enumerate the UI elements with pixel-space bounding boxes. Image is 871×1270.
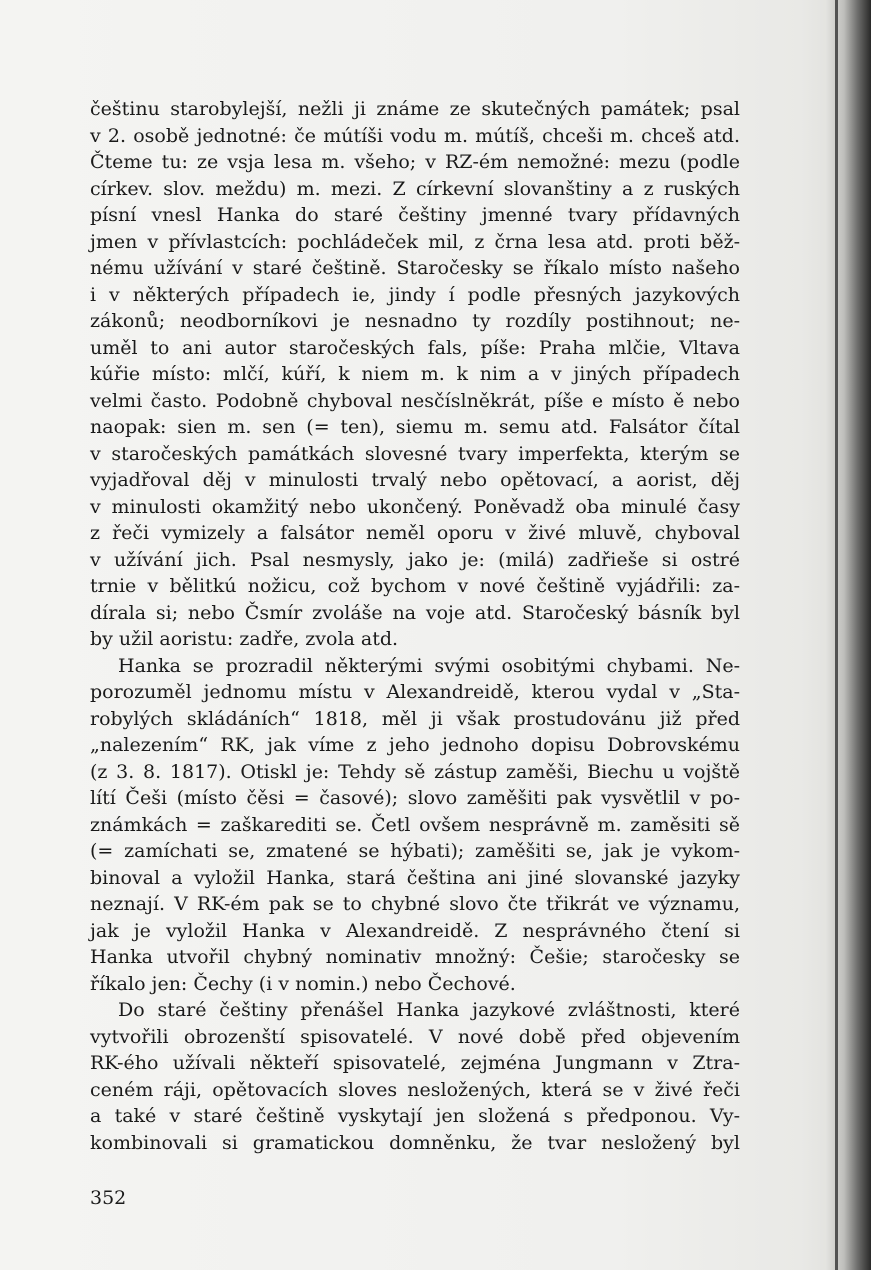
text-line: říkalo jen: Čechy (i v nomin.) nebo Čechové. — [90, 972, 516, 995]
text-line: kombinovali si gramatickou domněnku, že tvar nesložený byl — [90, 1131, 740, 1154]
body-text — [90, 96, 740, 1156]
text-line: uměl to ani autor staročeských fals, píše: Praha mlčie, Vltava — [90, 336, 740, 359]
text-line: jak je vyložil Hanka v Alexandreidě. Z nesprávného čtení si — [90, 919, 740, 942]
text-line: Do staré češtiny přenášel Hanka jazykové zvláštnosti, které — [118, 999, 740, 1021]
text-line: kúřie místo: mlčí, kúří, k niem m. k nim a v jiných případech — [90, 363, 740, 385]
book-binding-edge — [835, 0, 838, 1270]
text-line: češtinu starobylejší, nežli ji známe ze skutečných památek; psal — [90, 98, 740, 120]
text-line: Hanka se prozradil některými svými osobitými chybami. Ne- — [118, 654, 740, 677]
text-line: trnie v bělitkú nožicu, což bychom v nové češtině vyjádřili: za- — [90, 575, 740, 597]
text-line: robylých skládáních“ 1818, měl ji však prostudovánu již před — [90, 707, 740, 730]
text-line: „nalezením“ RK, jak víme z jeho jednoho dopisu Dobrovskému — [90, 734, 740, 756]
text-line: naopak: sien m. sen (= ten), siemu m. semu atd. Falsátor čítal — [90, 416, 740, 438]
book-binding-shadow — [826, 0, 871, 1270]
text-line: i v některých případech ie, jindy í podle přesných jazykových — [90, 283, 740, 306]
text-line: velmi často. Podobně chyboval nesčíslněkrát, píše e místo ě nebo — [90, 389, 740, 412]
text-line: v 2. osobě jednotné: če mútíši vodu m. mútíš, chceši m. chceš atd. — [90, 124, 740, 147]
text-line: RK-ého užívali někteří spisovatelé, zejména Jungmann v Ztra- — [90, 1052, 740, 1074]
text-line: známkách = zaškarediti se. Četl ovšem nesprávně m. zaměsiti sě — [90, 813, 740, 836]
text-line: neznají. V RK-ém pak se to chybné slovo čte třikrát ve významu, — [90, 893, 740, 915]
text-line: Hanka utvořil chybný nominativ množný: Češie; staročesky se — [90, 946, 740, 968]
text-line: (z 3. 8. 1817). Otiskl je: Tehdy sě zástup zaměši, Biechu u vojště — [90, 760, 740, 783]
text-line: (= zamíchati se, zmatené se hýbati); zaměšiti se, jak je vykom- — [90, 840, 740, 862]
text-line: zákonů; neodborníkovi je nesnadno ty rozdíly postihnout; ne- — [90, 310, 740, 332]
text-line: porozuměl jednomu místu v Alexandreidě, kterou vydal v „Sta- — [90, 681, 740, 703]
text-line: písní vnesl Hanka do staré češtiny jmenné tvary přídavných — [90, 204, 740, 226]
text-line: by užil aoristu: zadře, zvola atd. — [90, 628, 399, 650]
text-line: v užívání jich. Psal nesmysly, jako je: (milá) zadřieše si ostré — [90, 548, 740, 571]
text-line: vytvořili obrozenští spisovatelé. V nové době před objevením — [90, 1025, 740, 1048]
text-line: dírala si; nebo Čsmír zvoláše na voje atd. Staročeský básník byl — [90, 601, 740, 624]
text-line: v minulosti okamžitý nebo ukončený. Poněvadž oba minulé časy — [90, 495, 740, 518]
text-line: vyjadřoval děj v minulosti trvalý nebo opětovací, a aorist, děj — [90, 469, 740, 491]
text-line: binoval a vyložil Hanka, stará čeština ani jiné slovanské jazyky — [90, 866, 740, 889]
text-line: v staročeských památkách slovesné tvary imperfekta, kterým se — [90, 442, 740, 465]
text-line: nému užívání v staré češtině. Staročesky se říkalo místo našeho — [90, 257, 740, 279]
text-line: církev. slov. meždu) m. mezi. Z církevní slovanštiny a z ruských — [90, 177, 740, 200]
text-line: z řeči vymizely a falsátor neměl oporu v živé mluvě, chyboval — [90, 522, 740, 544]
page-number: 352 — [90, 1187, 127, 1209]
text-line: lítí Češi (místo čěsi = časové); slovo zaměšiti pak vysvětlil v po- — [90, 787, 740, 809]
text-line: jmen v přívlastcích: pochládeček mil, z črna lesa atd. proti běž- — [90, 230, 740, 253]
text-line: a také v staré češtině vyskytají jen složená s předponou. Vy- — [90, 1105, 740, 1127]
text-line: Čteme tu: ze vsja lesa m. všeho; v RZ-ém nemožné: mezu (podle — [90, 151, 740, 173]
text-line: ceném ráji, opětovacích sloves nesložených, která se v živé řeči — [90, 1078, 740, 1101]
